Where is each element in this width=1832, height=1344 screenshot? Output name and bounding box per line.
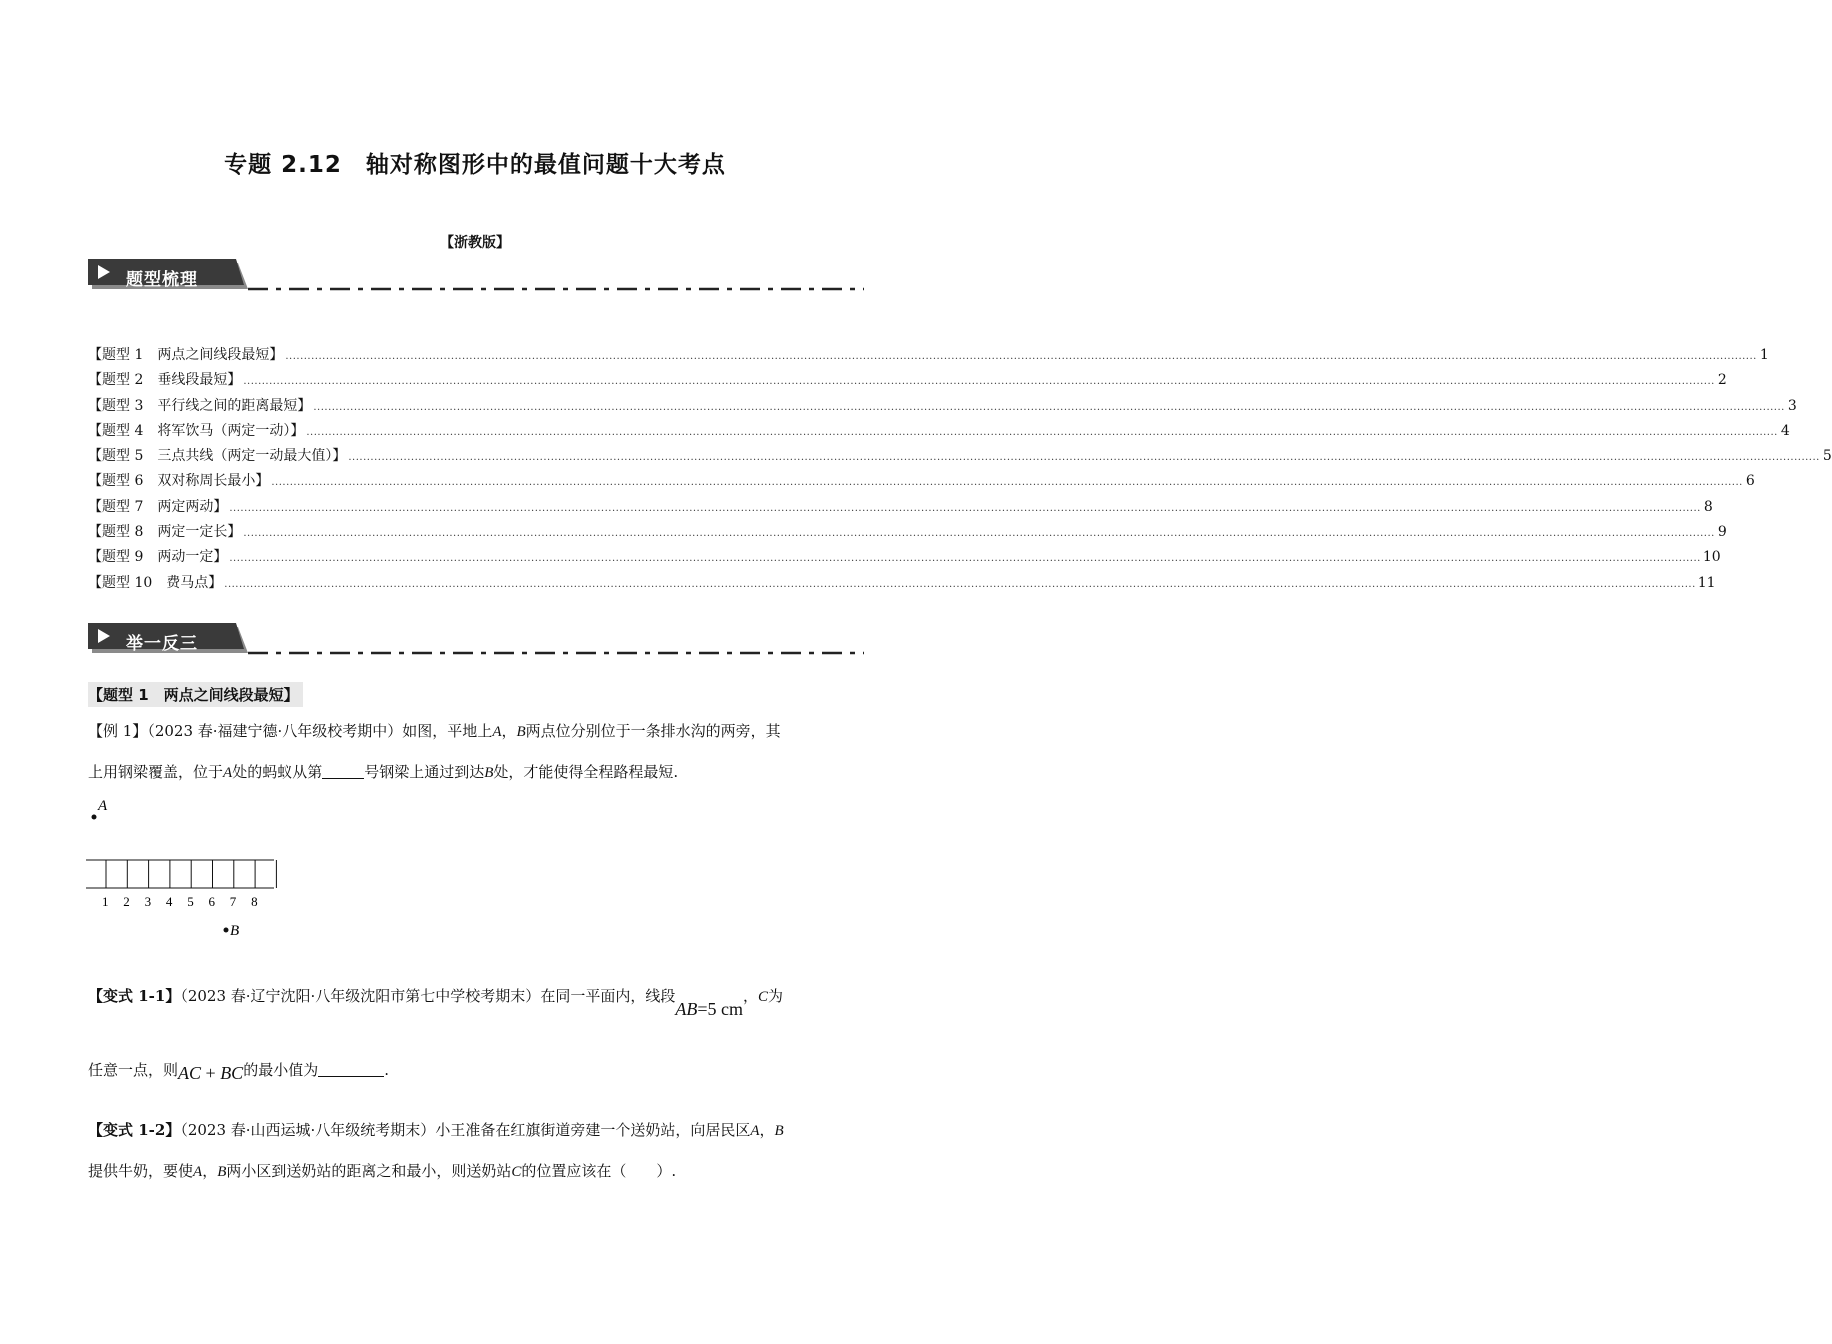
example-tag: 【例 1】 [88, 722, 148, 740]
toc-entry[interactable] [88, 495, 1713, 520]
point-b-label: B [230, 923, 240, 939]
toc-entry-page: 1 [1759, 347, 1769, 363]
toc-entry-page: 9 [1717, 524, 1727, 541]
variant-source: （2023 春·山西运城·八年级统考期末） [180, 1121, 436, 1139]
toc-entry-page: 2 [1717, 372, 1727, 389]
toc-entry-label: 【题型 6 双对称周长最小】 [88, 473, 270, 490]
beam-number: 6 [208, 894, 215, 909]
point-a-dot [92, 815, 97, 820]
variant-text: 的位置应该在（ ）. [521, 1162, 677, 1180]
table-of-contents [88, 343, 1832, 596]
variant-1-1 [88, 975, 864, 1090]
toc-leader-dots: ................................................................................................................................................................................................................................................................................................................................................................................................................ [229, 502, 1701, 514]
toc-entry-label: 【题型 4 将军饮马（两定一动）】 [88, 422, 305, 439]
point-a-label: A [98, 798, 108, 814]
point-label: A [223, 765, 233, 781]
toc-entry-label: 【题型 3 平行线之间的距离最短】 [88, 397, 312, 414]
toc-entry-label: 【题型 9 两动一定】 [88, 549, 228, 566]
toc-entry[interactable] [88, 419, 1790, 444]
variant-text: 两小区到送奶站的距离之和最小，则送奶站 [226, 1162, 512, 1180]
toc-entry-label: 【题型 8 两定一定长】 [88, 524, 242, 541]
beam-number: 1 [102, 894, 109, 909]
example-text: 两点位分别位于一条排水沟的两旁，其 [525, 722, 781, 740]
example-text: 处，才能使得全程路程最短. [493, 763, 679, 781]
toc-entry-page: 4 [1780, 422, 1790, 439]
toc-entry-label: 【题型 10 费马点】 [88, 574, 223, 591]
variant-text: 任意一点，则 [88, 1061, 179, 1079]
point-b-dot [224, 928, 229, 933]
toc-entry-page: 11 [1697, 574, 1716, 591]
toc-entry-label: 【题型 7 两定两动】 [88, 498, 228, 515]
banner-shape [88, 623, 868, 659]
overview-banner [88, 259, 868, 295]
toc-leader-dots: ................................................................................................................................................................................................................................................................................................................................................................................................................ [348, 452, 1820, 464]
toc-leader-dots: ................................................................................................................................................................................................................................................................................................................................................................................................................ [224, 578, 1696, 590]
punct: ， [501, 722, 517, 740]
example-1 [88, 711, 864, 793]
toc-entry-label: 【题型 1 两点之间线段最短】 [88, 347, 284, 363]
document-title: 专题 2.12 轴对称图形中的最值问题十大考点 [224, 152, 726, 178]
practice-banner [88, 623, 868, 659]
punct: ， [759, 1121, 775, 1139]
variant-text: 提供牛奶，要使 [88, 1162, 194, 1180]
toc-entry[interactable] [88, 469, 1755, 494]
example-text: 上用钢梁覆盖，位于 [88, 763, 224, 781]
variant-text: 的最小值为 [243, 1061, 319, 1079]
punct: . [384, 1061, 389, 1079]
answer-blank[interactable] [318, 1058, 384, 1077]
banner-label: 举一反三 [126, 634, 198, 654]
toc-leader-dots: ................................................................................................................................................................................................................................................................................................................................................................................................................ [243, 376, 1715, 388]
variant-source: （2023 春·辽宁沈阳·八年级沈阳市第七中学校考期末） [180, 987, 541, 1005]
toc-entry[interactable] [88, 520, 1727, 545]
beam-number: 2 [123, 894, 130, 909]
variant-1-2 [88, 1110, 864, 1192]
point-label: B [774, 1123, 784, 1139]
beam-number: 5 [187, 894, 194, 909]
toc-leader-dots: ................................................................................................................................................................................................................................................................................................................................................................................................................ [285, 351, 1757, 362]
variant-text: 在同一平面内，线段 [540, 987, 676, 1005]
beam-number: 3 [144, 894, 152, 909]
banner-shape [88, 259, 868, 295]
toc-entry-page: 3 [1787, 397, 1797, 414]
example-text: 号钢梁上通过到达 [364, 763, 485, 781]
toc-entry[interactable] [88, 571, 1716, 596]
toc-leader-dots: ................................................................................................................................................................................................................................................................................................................................................................................................................ [313, 401, 1785, 413]
example-text: 处的蚂蚁从第 [232, 763, 323, 781]
toc-leader-dots: ................................................................................................................................................................................................................................................................................................................................................................................................................ [243, 528, 1715, 540]
point-label: A [750, 1123, 760, 1139]
beam-number: 4 [165, 894, 173, 909]
variant-text: 小王准备在红旗街道旁建一个送奶站，向居民区 [435, 1121, 751, 1139]
example-source: （2023 春·福建宁德·八年级校考期中） [147, 722, 403, 740]
toc-entry-page: 5 [1822, 448, 1832, 465]
beam-number: 8 [251, 894, 258, 909]
variant-tag: 【变式 1-2】 [88, 1121, 181, 1139]
beam-diagram [84, 790, 284, 950]
toc-leader-dots: ................................................................................................................................................................................................................................................................................................................................................................................................................ [271, 477, 1743, 489]
toc-entry[interactable] [88, 343, 1769, 368]
point-label: B [484, 765, 494, 781]
toc-leader-dots: ................................................................................................................................................................................................................................................................................................................................................................................................................ [306, 426, 1778, 438]
punct: ， [742, 987, 758, 1005]
point-label: A [492, 724, 502, 740]
punct: ， [202, 1162, 218, 1180]
variant-tag: 【变式 1-1】 [88, 987, 181, 1005]
toc-entry[interactable] [88, 444, 1832, 469]
toc-entry-page: 6 [1745, 473, 1755, 490]
banner-label: 题型梳理 [126, 270, 198, 290]
toc-entry-page: 8 [1703, 498, 1713, 515]
point-label: C [511, 1164, 522, 1180]
answer-blank[interactable] [322, 760, 364, 779]
variant-text: 为 [768, 987, 784, 1005]
example-text: 如图，平地上 [402, 722, 493, 740]
toc-entry-label: 【题型 2 垂线段最短】 [88, 372, 242, 389]
point-label: A [193, 1164, 203, 1180]
formula-ab: AB=5 cm [675, 999, 743, 1019]
point-label: B [516, 724, 526, 740]
formula-ac-bc: AC + BC [178, 1063, 244, 1083]
section-heading: 【题型 1 两点之间线段最短】 [88, 682, 303, 707]
point-label: C [758, 989, 769, 1005]
point-label: B [217, 1164, 227, 1180]
edition-label: 【浙教版】 [440, 235, 510, 251]
toc-entry[interactable] [88, 394, 1797, 419]
toc-entry-page: 10 [1702, 549, 1721, 566]
toc-leader-dots: ................................................................................................................................................................................................................................................................................................................................................................................................................ [229, 553, 1701, 565]
beam-number: 7 [229, 894, 237, 909]
toc-entry[interactable] [88, 368, 1727, 393]
toc-entry[interactable] [88, 545, 1721, 570]
beams-group [102, 860, 276, 909]
toc-entry-label: 【题型 5 三点共线（两定一动最大值）】 [88, 448, 347, 465]
